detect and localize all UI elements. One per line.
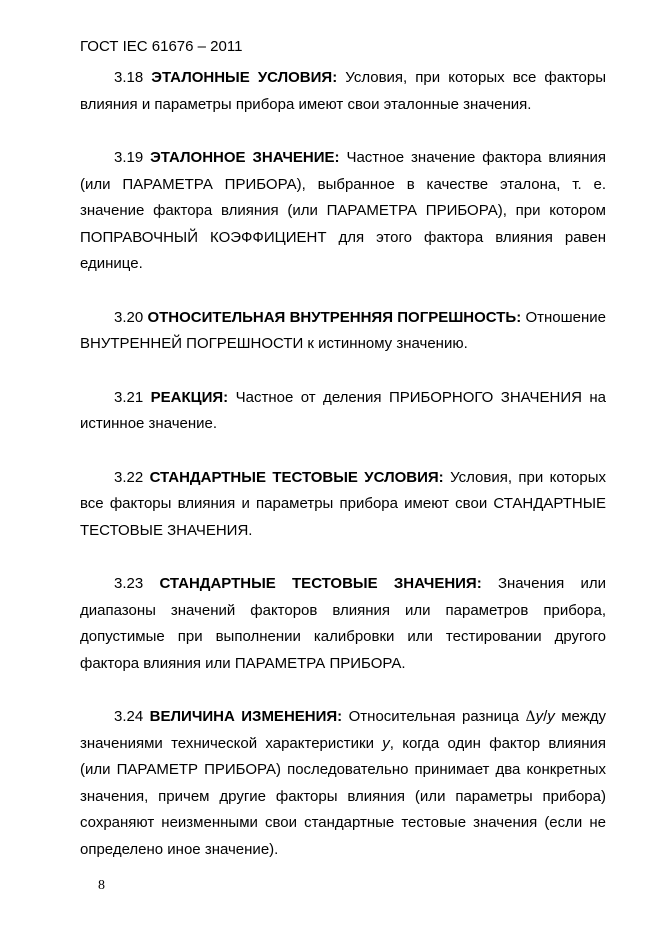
document-body <box>80 65 606 863</box>
section-term: РЕАКЦИЯ: <box>150 388 229 406</box>
document-header: ГОСТ IEC 61676 – 2011 <box>80 38 243 55</box>
section-term: ВЕЛИЧИНА ИЗМЕНЕНИЯ: <box>149 708 343 725</box>
section-number: 3.22 <box>114 468 144 486</box>
section-3-24 <box>80 704 606 863</box>
section-term: ОТНОСИТЕЛЬНАЯ ВНУТРЕННЯЯ ПОГРЕШНОСТЬ: <box>147 308 522 326</box>
section-term: СТАНДАРТНЫЕ ТЕСТОВЫЕ УСЛОВИЯ: <box>149 468 444 486</box>
section-number: 3.20 <box>114 308 144 326</box>
section-text: Отношение ВНУТРЕННЕЙ ПОГРЕШНОСТИ к истинному значению. <box>80 308 606 352</box>
page-number: 8 <box>98 878 105 893</box>
variable-y: y <box>382 734 390 752</box>
section-term: СТАНДАРТНЫЕ ТЕСТОВЫЕ ЗНАЧЕНИЯ: <box>159 575 482 592</box>
variable-y: y <box>535 708 544 725</box>
section-text: Частное от деления ПРИБОРНОГО ЗНАЧЕНИЯ на истинное значение. <box>80 388 607 432</box>
section-number: 3.23 <box>114 575 144 592</box>
section-text: Значения или диапазоны значений факторов влияния или параметров прибора, допустимые при выполнении калибровки или тестировании другого фактора влияния или ПАРАМЕТРА ПРИБОРА. <box>80 575 606 672</box>
delta-symbol: Δ <box>525 709 536 725</box>
section-term: ЭТАЛОННОЕ ЗНАЧЕНИЕ: <box>150 149 340 166</box>
section-3-23 <box>80 571 606 677</box>
section-text-mid: между значениями технической характеристики <box>80 708 607 752</box>
section-text-before: Относительная разница <box>348 708 519 725</box>
section-term: ЭТАЛОННЫЕ УСЛОВИЯ: <box>151 69 338 86</box>
section-3-19 <box>80 145 606 278</box>
section-text: Условия, при которых все факторы влияния и параметры прибора имеют свои эталонные значения. <box>80 69 607 113</box>
variable-y: y <box>547 708 555 725</box>
section-3-21 <box>80 385 606 438</box>
section-number: 3.19 <box>114 149 144 166</box>
section-text-after: , когда один фактор влияния (или ПАРАМЕТР ПРИБОРА) последовательно принимает два конкретных значения, причем другие факторы влияния (или параметры прибора) сохраняют неизменными свои стандартные тестовые значения (если не определено иное значение). <box>80 734 606 858</box>
section-text: Условия, при которых все факторы влияния и параметры прибора имеют свои СТАНДАРТНЫЕ ТЕСТОВЫЕ ЗНАЧЕНИЯ. <box>80 468 607 539</box>
section-text: Частное значение фактора влияния (или ПАРАМЕТРА ПРИБОРА), выбранное в качестве эталона, т. е. значение фактора влияния (или ПАРАМЕТРА ПРИБОРА), при котором ПОПРАВОЧНЫЙ КОЭФФИЦИЕНТ для этого фактора влияния равен единице. <box>80 149 607 272</box>
section-number: 3.24 <box>114 708 144 725</box>
slash-symbol: / <box>543 708 548 725</box>
section-number: 3.21 <box>114 388 144 406</box>
section-number: 3.18 <box>114 69 144 86</box>
section-3-18 <box>80 65 606 118</box>
section-3-20 <box>80 305 606 358</box>
section-3-22 <box>80 465 606 545</box>
